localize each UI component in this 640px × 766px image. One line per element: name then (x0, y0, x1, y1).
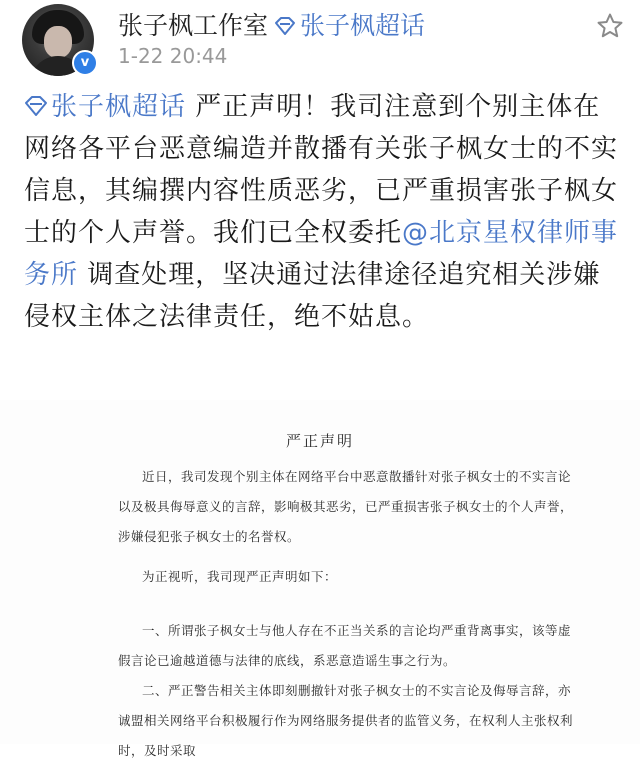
diamond-icon (24, 95, 48, 117)
post-header (0, 0, 640, 80)
post-body (24, 86, 624, 338)
account-name[interactable]: 张子枫工作室 (118, 11, 269, 40)
topic-label: 张子枫超话 (300, 11, 426, 40)
diamond-icon (274, 16, 296, 36)
document-paragraph: 为正视听，我司现严正声明如下： (142, 569, 338, 584)
document-title: 严正声明 (285, 432, 354, 450)
document-paragraph: 近日，我司发现个别主体在网络平台中恶意散播针对张子枫女士的不实言论以及极具侮辱意义的言辞，影响极其恶劣，已严重损害张子枫女士的个人声誉，涉嫌侵犯张子枫女士的名誉权。 (118, 469, 574, 544)
mention-link[interactable]: @北京星权律师事务所 (24, 218, 619, 290)
post-text-1: 严正声明！我司注意到个别主体在网络各平台恶意编造并散播有关张子枫女士的不实信息，其编撰内容性质恶劣，已严重损害张子枫女士的个人声誉。我们已全权委托 (24, 92, 619, 248)
statement-image[interactable] (0, 400, 640, 758)
avatar-face (44, 26, 72, 58)
topic-link[interactable] (274, 6, 425, 42)
document-paragraph: 一、所谓张子枫女士与他人存在不正当关系的言论均严重背离事实，该等虚假言论已逾越道德与法律的底线，系恶意造谣生事之行为。 (118, 623, 572, 668)
verified-badge-icon: v (72, 50, 98, 76)
post-topic-label: 张子枫超话 (51, 92, 187, 122)
post-topic-link[interactable] (24, 92, 186, 122)
document-paragraph: 二、严正警告相关主体即刻删撤针对张子枫女士的不实言论及侮辱言辞，亦诚盟相关网络平台积极履行作为网络服务提供者的监管义务，在权利人主张权利时，及时采取 (118, 683, 574, 758)
post-timestamp: 1-22 20:44 (118, 44, 228, 68)
star-icon[interactable] (596, 12, 624, 40)
post-text-2: 调查处理，坚决通过法律途径追究相关涉嫌侵权主体之法律责任，绝不姑息。 (24, 260, 601, 332)
